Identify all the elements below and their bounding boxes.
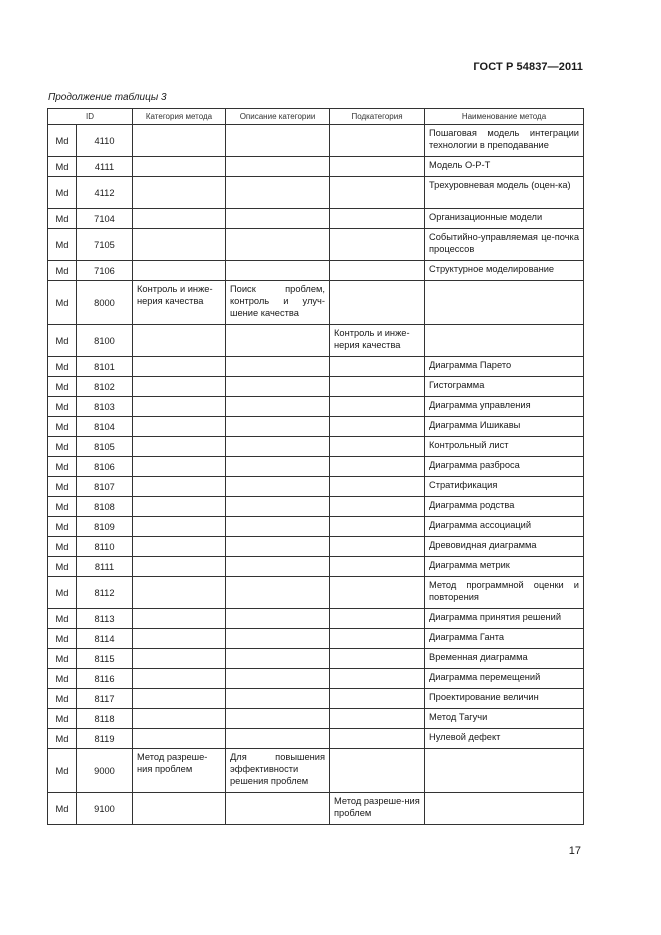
table-row (48, 417, 584, 437)
cell-prefix: Md (48, 629, 77, 649)
table-row (48, 749, 584, 793)
cell-method-name: Метод программной оценки и повторения (425, 577, 584, 609)
cell-subcategory: Контроль и инже-нерия качества (330, 325, 425, 357)
cell-category (133, 629, 226, 649)
cell-subcategory (330, 669, 425, 689)
cell-category (133, 157, 226, 177)
cell-subcategory (330, 261, 425, 281)
column-header-id: ID (48, 109, 133, 125)
table-caption: Продолжение таблицы 3 (48, 92, 167, 103)
cell-method-name: Древовидная диаграмма (425, 537, 584, 557)
cell-description (226, 325, 330, 357)
cell-category (133, 229, 226, 261)
table-row (48, 577, 584, 609)
cell-subcategory (330, 397, 425, 417)
cell-category (133, 793, 226, 825)
table-row (48, 729, 584, 749)
cell-method-name: Метод Тагучи (425, 709, 584, 729)
cell-code: 9100 (77, 793, 133, 825)
cell-subcategory (330, 517, 425, 537)
cell-prefix: Md (48, 281, 77, 325)
column-header-category: Категория метода (133, 109, 226, 125)
cell-code: 8110 (77, 537, 133, 557)
cell-method-name: Диаграмма разброса (425, 457, 584, 477)
cell-category (133, 517, 226, 537)
cell-description (226, 609, 330, 629)
table-row (48, 377, 584, 397)
cell-method-name: Диаграмма управления (425, 397, 584, 417)
cell-subcategory (330, 649, 425, 669)
cell-description (226, 709, 330, 729)
cell-category (133, 397, 226, 417)
cell-description (226, 517, 330, 537)
cell-method-name: Диаграмма Ганта (425, 629, 584, 649)
cell-method-name (425, 325, 584, 357)
cell-subcategory (330, 157, 425, 177)
page-number: 17 (568, 845, 581, 857)
cell-prefix: Md (48, 261, 77, 281)
cell-code: 9000 (77, 749, 133, 793)
cell-subcategory (330, 417, 425, 437)
cell-method-name: Стратификация (425, 477, 584, 497)
table-row (48, 793, 584, 825)
cell-prefix: Md (48, 325, 77, 357)
cell-subcategory (330, 229, 425, 261)
cell-subcategory (330, 577, 425, 609)
cell-code: 8108 (77, 497, 133, 517)
cell-prefix: Md (48, 577, 77, 609)
cell-code: 8118 (77, 709, 133, 729)
cell-prefix: Md (48, 437, 77, 457)
cell-description (226, 261, 330, 281)
cell-prefix: Md (48, 157, 77, 177)
cell-code: 8100 (77, 325, 133, 357)
table-row (48, 261, 584, 281)
cell-code: 4112 (77, 177, 133, 209)
cell-subcategory (330, 749, 425, 793)
cell-subcategory (330, 497, 425, 517)
cell-category (133, 497, 226, 517)
cell-category: Контроль и инже-нерия качества (133, 281, 226, 325)
cell-description (226, 477, 330, 497)
column-header-method-name: Наименование метода (425, 109, 584, 125)
document-code: ГОСТ Р 54837—2011 (473, 61, 583, 73)
cell-category (133, 457, 226, 477)
cell-description (226, 557, 330, 577)
cell-category (133, 417, 226, 437)
cell-description (226, 457, 330, 477)
cell-prefix: Md (48, 749, 77, 793)
table-row (48, 281, 584, 325)
cell-prefix: Md (48, 357, 77, 377)
cell-prefix: Md (48, 557, 77, 577)
table-row (48, 629, 584, 649)
table-header-row (48, 109, 584, 125)
cell-description (226, 157, 330, 177)
table-row (48, 477, 584, 497)
cell-subcategory (330, 357, 425, 377)
table-body (48, 125, 584, 825)
cell-category (133, 649, 226, 669)
cell-method-name: Временная диаграмма (425, 649, 584, 669)
cell-description (226, 209, 330, 229)
table-row (48, 649, 584, 669)
cell-category (133, 557, 226, 577)
cell-category (133, 689, 226, 709)
cell-subcategory (330, 557, 425, 577)
table-row (48, 609, 584, 629)
cell-code: 8101 (77, 357, 133, 377)
table-row (48, 669, 584, 689)
cell-description: Поиск проблем, контроль и улуч-шение качества (226, 281, 330, 325)
cell-subcategory (330, 729, 425, 749)
table-row (48, 397, 584, 417)
cell-subcategory (330, 689, 425, 709)
cell-category (133, 437, 226, 457)
cell-subcategory (330, 437, 425, 457)
cell-description (226, 537, 330, 557)
cell-prefix: Md (48, 377, 77, 397)
cell-category (133, 477, 226, 497)
cell-prefix: Md (48, 609, 77, 629)
cell-code: 8106 (77, 457, 133, 477)
cell-description (226, 417, 330, 437)
cell-method-name (425, 793, 584, 825)
table-row (48, 457, 584, 477)
cell-prefix: Md (48, 457, 77, 477)
cell-method-name: Модель О-Р-Т (425, 157, 584, 177)
cell-prefix: Md (48, 729, 77, 749)
table-row (48, 325, 584, 357)
cell-method-name: Контрольный лист (425, 437, 584, 457)
cell-category (133, 709, 226, 729)
cell-prefix: Md (48, 537, 77, 557)
cell-description (226, 177, 330, 209)
cell-subcategory (330, 629, 425, 649)
cell-prefix: Md (48, 229, 77, 261)
cell-category (133, 261, 226, 281)
methods-table (47, 108, 584, 825)
cell-description (226, 649, 330, 669)
cell-method-name: Диаграмма Парето (425, 357, 584, 377)
cell-prefix: Md (48, 649, 77, 669)
cell-method-name: Диаграмма родства (425, 497, 584, 517)
cell-subcategory (330, 209, 425, 229)
cell-method-name: Диаграмма метрик (425, 557, 584, 577)
table-row (48, 157, 584, 177)
cell-prefix: Md (48, 497, 77, 517)
cell-code: 8117 (77, 689, 133, 709)
cell-category (133, 609, 226, 629)
table-row (48, 125, 584, 157)
cell-code: 8119 (77, 729, 133, 749)
cell-code: 8103 (77, 397, 133, 417)
table-row (48, 709, 584, 729)
cell-subcategory (330, 709, 425, 729)
cell-description (226, 125, 330, 157)
cell-method-name: Нулевой дефект (425, 729, 584, 749)
cell-category: Метод разреше-ния проблем (133, 749, 226, 793)
cell-subcategory (330, 281, 425, 325)
cell-description (226, 577, 330, 609)
cell-description (226, 377, 330, 397)
table-row (48, 689, 584, 709)
cell-method-name: Проектирование величин (425, 689, 584, 709)
cell-method-name (425, 281, 584, 325)
table-row (48, 177, 584, 209)
cell-code: 8107 (77, 477, 133, 497)
cell-code: 7106 (77, 261, 133, 281)
cell-prefix: Md (48, 125, 77, 157)
cell-code: 8111 (77, 557, 133, 577)
cell-description (226, 397, 330, 417)
cell-prefix: Md (48, 709, 77, 729)
cell-method-name: Событийно-управляемая це-почка процессов (425, 229, 584, 261)
cell-category (133, 537, 226, 557)
table-row (48, 557, 584, 577)
cell-description (226, 689, 330, 709)
cell-category (133, 125, 226, 157)
cell-subcategory (330, 457, 425, 477)
cell-prefix: Md (48, 689, 77, 709)
cell-description (226, 437, 330, 457)
cell-code: 8114 (77, 629, 133, 649)
cell-method-name: Диаграмма принятия решений (425, 609, 584, 629)
cell-description: Для повышения эффективности решения проблем (226, 749, 330, 793)
cell-prefix: Md (48, 517, 77, 537)
cell-prefix: Md (48, 177, 77, 209)
cell-prefix: Md (48, 793, 77, 825)
cell-code: 8104 (77, 417, 133, 437)
cell-prefix: Md (48, 417, 77, 437)
cell-code: 8000 (77, 281, 133, 325)
cell-prefix: Md (48, 209, 77, 229)
cell-code: 8115 (77, 649, 133, 669)
cell-subcategory (330, 177, 425, 209)
cell-category (133, 377, 226, 397)
cell-code: 4111 (77, 157, 133, 177)
cell-subcategory (330, 609, 425, 629)
table-row (48, 357, 584, 377)
cell-prefix: Md (48, 397, 77, 417)
column-header-description: Описание категории (226, 109, 330, 125)
table-row (48, 517, 584, 537)
cell-prefix: Md (48, 669, 77, 689)
table-row (48, 537, 584, 557)
cell-code: 8116 (77, 669, 133, 689)
cell-category (133, 357, 226, 377)
cell-description (226, 229, 330, 261)
cell-method-name: Диаграмма перемещений (425, 669, 584, 689)
cell-category (133, 209, 226, 229)
table-row (48, 437, 584, 457)
table-row (48, 497, 584, 517)
cell-subcategory (330, 537, 425, 557)
cell-code: 8113 (77, 609, 133, 629)
cell-subcategory (330, 125, 425, 157)
cell-code: 8105 (77, 437, 133, 457)
cell-code: 8109 (77, 517, 133, 537)
cell-subcategory (330, 377, 425, 397)
cell-description (226, 629, 330, 649)
cell-code: 7104 (77, 209, 133, 229)
cell-method-name (425, 749, 584, 793)
cell-method-name: Диаграмма ассоциаций (425, 517, 584, 537)
cell-method-name: Гистограмма (425, 377, 584, 397)
cell-prefix: Md (48, 477, 77, 497)
column-header-subcategory: Подкатегория (330, 109, 425, 125)
cell-method-name: Пошаговая модель интеграции технологии в преподавание (425, 125, 584, 157)
cell-method-name: Организационные модели (425, 209, 584, 229)
cell-code: 8112 (77, 577, 133, 609)
table-row (48, 229, 584, 261)
cell-description (226, 357, 330, 377)
cell-description (226, 497, 330, 517)
cell-code: 7105 (77, 229, 133, 261)
cell-code: 4110 (77, 125, 133, 157)
cell-category (133, 729, 226, 749)
cell-method-name: Структурное моделирование (425, 261, 584, 281)
cell-category (133, 577, 226, 609)
cell-category (133, 325, 226, 357)
cell-method-name: Диаграмма Ишикавы (425, 417, 584, 437)
cell-category (133, 669, 226, 689)
cell-subcategory (330, 477, 425, 497)
cell-description (226, 793, 330, 825)
cell-method-name: Трехуровневая модель (оцен-ка) (425, 177, 584, 209)
cell-subcategory: Метод разреше-ния проблем (330, 793, 425, 825)
cell-code: 8102 (77, 377, 133, 397)
cell-description (226, 669, 330, 689)
cell-description (226, 729, 330, 749)
cell-category (133, 177, 226, 209)
table-row (48, 209, 584, 229)
